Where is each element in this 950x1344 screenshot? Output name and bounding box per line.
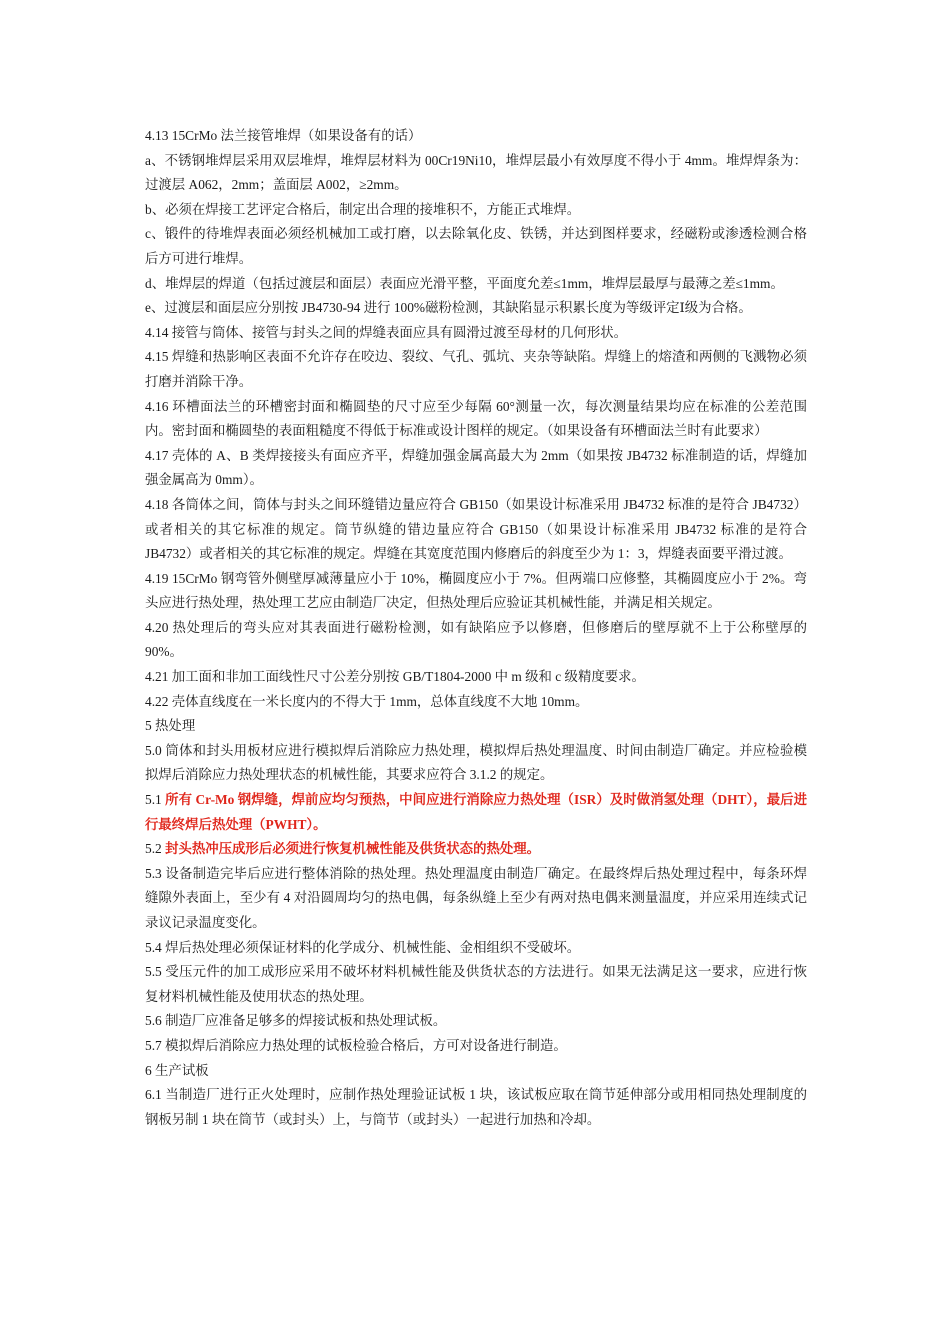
paragraph-text: d、堆焊层的焊道（包括过渡层和面层）表面应光滑平整，平面度允差≤1mm，堆焊层最厚与最薄之差≤1mm。: [145, 275, 784, 291]
paragraph-5-7: [145, 1034, 807, 1059]
paragraph-text: 5 热处理: [145, 718, 196, 734]
paragraph-4-13-e: [145, 296, 807, 321]
paragraph-4-20: [145, 616, 807, 665]
paragraph-text: 4.19 15CrMo 钢弯管外侧壁厚减薄量应小于 10%，椭圆度应小于 7%。但两端口应修整，其椭圆度应小于 2%。弯头应进行热处理，热处理工艺应由制造厂决定，但热处理后应验证其机械性能，并满足相关规定。: [145, 570, 807, 611]
paragraph-number: 5.2: [145, 841, 166, 857]
paragraph-4-14: [145, 321, 807, 346]
paragraph-text: 4.15 焊缝和热影响区表面不允许存在咬边、裂纹、气孔、弧坑、夹杂等缺陷。焊缝上的熔渣和两侧的飞溅物必须打磨并消除干净。: [145, 349, 807, 389]
paragraph-5-3: [145, 862, 807, 936]
paragraph-text: 所有 Cr-Mo 钢焊缝，焊前应均匀预热，中间应进行消除应力热处理（ISR）及时做消氢处理（DHT），最后进行最终焊后热处理（PWHT）。: [145, 792, 808, 832]
paragraph-5-0: [145, 739, 807, 788]
document-page: [145, 124, 807, 1132]
paragraph-text: a、不锈钢堆焊层采用双层堆焊，堆焊层材料为 00Cr19Ni10，堆焊层最小有效厚度不得小于 4mm。堆焊焊条为：过渡层 A062，2mm；盖面层 A002，≥2mm。: [145, 152, 807, 193]
paragraph-text: 5.6 制造厂应准备足够多的焊接试板和热处理试板。: [145, 1013, 447, 1029]
paragraph-4-21: [145, 665, 807, 690]
paragraph-number: 5.1: [145, 792, 166, 808]
paragraph-text: 5.4 焊后热处理必须保证材料的化学成分、机械性能、金相组织不受破坏。: [145, 939, 581, 955]
paragraph-text: 4.18 各筒体之间，筒体与封头之间环缝错边量应符合 GB150（如果设计标准采用 JB4732 标准的是符合 JB4732）或者相关的其它标准的规定。筒节纵缝的错边量应符合 GB150（如果设计标准采用 JB4732 标准的是符合 JB4732）或者相关的其它标准的规定。焊缝在其宽度范围内修磨后的斜度至少为 1：3，焊缝表面要平滑过渡。: [145, 496, 807, 562]
paragraph-4-16: [145, 395, 807, 444]
paragraph-text: 5.3 设备制造完毕后应进行整体消除的热处理。热处理温度由制造厂确定。在最终焊后热处理过程中，每条环焊缝隙外表面上，至少有 4 对沿圆周均匀的热电偶，每条纵缝上至少有两对热电偶来测量温度，并应采用连续式记录议记录温度变化。: [145, 865, 807, 930]
paragraph-4-18: [145, 493, 807, 567]
paragraph-4-13-d: [145, 272, 807, 297]
paragraph-4-13-c: [145, 222, 807, 271]
paragraph-5-2: [145, 837, 807, 862]
paragraph-text: 4.22 壳体直线度在一米长度内的不得大于 1mm，总体直线度不大地 10mm。: [145, 693, 589, 709]
paragraph-text: c、锻件的待堆焊表面必须经机械加工或打磨，以去除氧化皮、铁锈，并达到图样要求，经磁粉或渗透检测合格后方可进行堆焊。: [145, 226, 807, 266]
paragraph-text: 6 生产试板: [145, 1062, 209, 1078]
paragraph-text: 5.5 受压元件的加工成形应采用不破坏材料机械性能及供货状态的方法进行。如果无法满足这一要求，应进行恢复材料机械性能及使用状态的热处理。: [145, 964, 807, 1004]
paragraph-text: 5.0 筒体和封头用板材应进行模拟焊后消除应力热处理，模拟焊后热处理温度、时间由制造厂确定。并应检验模拟焊后消除应力热处理状态的机械性能，其要求应符合 3.1.2 的规定。: [145, 742, 807, 783]
paragraph-text: 4.14 接管与筒体、接管与封头之间的焊缝表面应具有圆滑过渡至母材的几何形状。: [145, 324, 628, 340]
paragraph-5-1: [145, 788, 807, 837]
paragraph-5-4: [145, 936, 807, 961]
paragraph-text: 封头热冲压成形后必须进行恢复机械性能及供货状态的热处理。: [165, 841, 541, 857]
paragraph-5-6: [145, 1009, 807, 1034]
paragraph-text: 4.13 15CrMo 法兰接管堆焊（如果设备有的话）: [145, 128, 422, 143]
paragraph-4-13-b: [145, 198, 807, 223]
paragraph-4-17: [145, 444, 807, 493]
paragraph-6-1: [145, 1083, 807, 1132]
paragraph-text: 4.16 环槽面法兰的环槽密封面和椭圆垫的尺寸应至少每隔 60°测量一次，每次测量结果均应在标准的公差范围内。密封面和椭圆垫的表面粗糙度不得低于标准或设计图样的规定。（如果设备有环槽面法兰时有此要求）: [145, 398, 807, 439]
paragraph-text: 5.7 模拟焊后消除应力热处理的试板检验合格后，方可对设备进行制造。: [145, 1037, 567, 1053]
paragraph-6: [145, 1059, 807, 1084]
paragraph-text: 4.21 加工面和非加工面线性尺寸公差分别按 GB/T1804-2000 中 m 级和 c 级精度要求。: [145, 669, 645, 685]
paragraph-text: 4.17 壳体的 A、B 类焊接接头有面应齐平，焊缝加强金属高最大为 2mm（如果按 JB4732 标准制造的话，焊缝加强金属高为 0mm）。: [145, 447, 807, 488]
paragraph-5: [145, 714, 807, 739]
paragraph-text: 6.1 当制造厂进行正火处理时，应制作热处理验证试板 1 块，该试板应取在筒节延伸部分或用相同热处理制度的钢板另制 1 块在筒节（或封头）上，与筒节（或封头）一起进行加热和冷却。: [145, 1087, 807, 1127]
paragraph-4-13-a: [145, 149, 807, 198]
paragraph-4-19: [145, 567, 807, 616]
paragraph-text: 4.20 热处理后的弯头应对其表面进行磁粉检测，如有缺陷应予以修磨，但修磨后的壁厚就不上于公称壁厚的 90%。: [145, 619, 807, 660]
paragraph-4-13: [145, 124, 807, 149]
paragraph-5-5: [145, 960, 807, 1009]
paragraph-4-22: [145, 690, 807, 715]
paragraph-text: b、必须在焊接工艺评定合格后，制定出合理的接堆积不，方能正式堆焊。: [145, 201, 581, 217]
paragraph-text: e、过渡层和面层应分别按 JB4730-94 进行 100%磁粉检测，其缺陷显示积累长度为等级评定Ⅰ级为合格。: [145, 300, 752, 316]
paragraph-4-15: [145, 345, 807, 394]
